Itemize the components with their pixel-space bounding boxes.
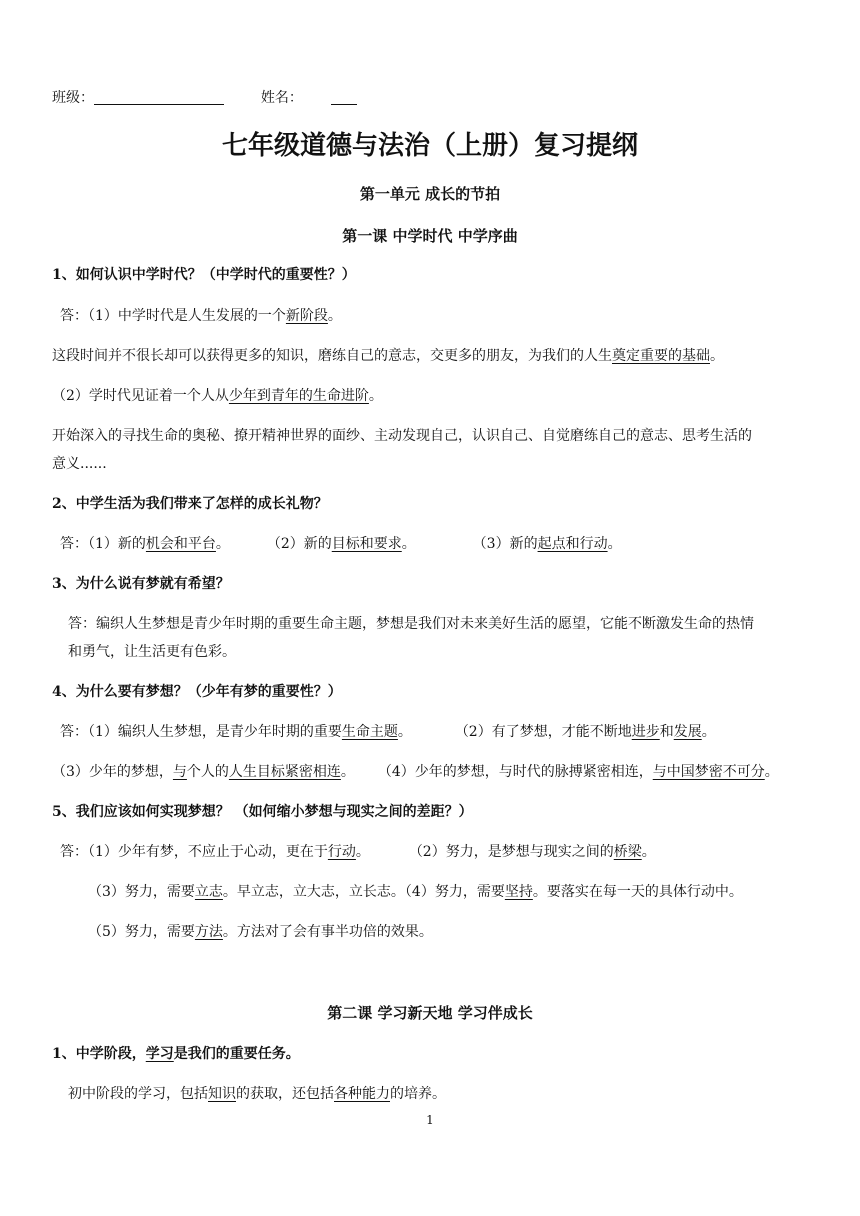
lesson1-q5: 5、我们应该如何实现梦想？ （如何缩小梦想与现实之间的差距？） (52, 804, 473, 820)
lesson1-q4-answer-row2: （3）少年的梦想，与个人的人生目标紧密相连。 （4）少年的梦想，与时代的脉搏紧密相连，与中国梦密不可分。 (52, 764, 779, 780)
name-fill-line[interactable] (331, 90, 357, 105)
lesson1-q3-answer-line1: 答：编织人生梦想是青少年时期的重要生命主题，梦想是我们对未来美好生活的愿望，它能不断激发生命的热情 (68, 616, 754, 632)
lesson2-q1-answer: 初中阶段的学习，包括知识的获取，还包括各种能力的培养。 (68, 1086, 446, 1102)
lesson1-q1: 1、如何认识中学时代？（中学时代的重要性？） (52, 267, 356, 283)
name-label: 姓名： (260, 90, 303, 106)
lesson1-q4-answer-row1: 答：（1）编织人生梦想，是青少年时期的重要生命主题。 （2）有了梦想，才能不断地进步和发展。 (60, 724, 716, 740)
lesson1-q4: 4、为什么要有梦想？（少年有梦的重要性？） (52, 684, 342, 700)
lesson1-q1-answer1: 答：（1）中学时代是人生发展的一个新阶段。 (60, 308, 342, 324)
lesson1-q2: 2、中学生活为我们带来了怎样的成长礼物？ (52, 496, 328, 512)
class-fill-line[interactable] (94, 90, 224, 105)
lesson2-heading: 第二课 学习新天地 学习伴成长 (327, 1004, 533, 1022)
lesson1-q1-para2-line2: 意义...... (52, 456, 107, 472)
lesson1-q3-answer-line2: 和勇气，让生活更有色彩。 (68, 644, 236, 660)
lesson2-q1: 1、中学阶段，学习是我们的重要任务。 (52, 1046, 300, 1062)
lesson1-q2-answer: 答：（1）新的机会和平台。 （2）新的目标和要求。 （3）新的起点和行动。 (60, 536, 622, 552)
lesson1-q5-answer-row1: 答：（1）少年有梦，不应止于心动，更在于行动。 （2）努力，是梦想与现实之间的桥梁。 (60, 844, 656, 860)
lesson1-q3: 3、为什么说有梦就有希望？ (52, 576, 230, 592)
lesson1-q5-answer-row3: （5）努力，需要方法。方法对了会有事半功倍的效果。 (88, 924, 433, 940)
class-name-row (52, 88, 357, 108)
lesson1-q1-answer2: （2）学时代见证着一个人从少年到青年的生命进阶。 (52, 388, 383, 404)
lesson1-q1-para1: 这段时间并不很长却可以获得更多的知识，磨练自己的意志，交更多的朋友，为我们的人生奠定重要的基础。 (52, 348, 724, 364)
page-number: 1 (426, 1113, 434, 1127)
class-label: 班级： (52, 90, 94, 106)
unit-heading: 第一单元 成长的节拍 (359, 185, 501, 203)
lesson1-heading: 第一课 中学时代 中学序曲 (342, 227, 518, 245)
lesson1-q5-answer-row2: （3）努力，需要立志。早立志，立大志，立长志。（4）努力，需要坚持。要落实在每一天的具体行动中。 (88, 884, 743, 900)
page-title: 七年级道德与法治（上册）复习提纲 (221, 131, 638, 161)
lesson1-q1-para2-line1: 开始深入的寻找生命的奥秘、撩开精神世界的面纱、主动发现自己，认识自己、自觉磨练自己的意志、思考生活的 (52, 428, 752, 444)
